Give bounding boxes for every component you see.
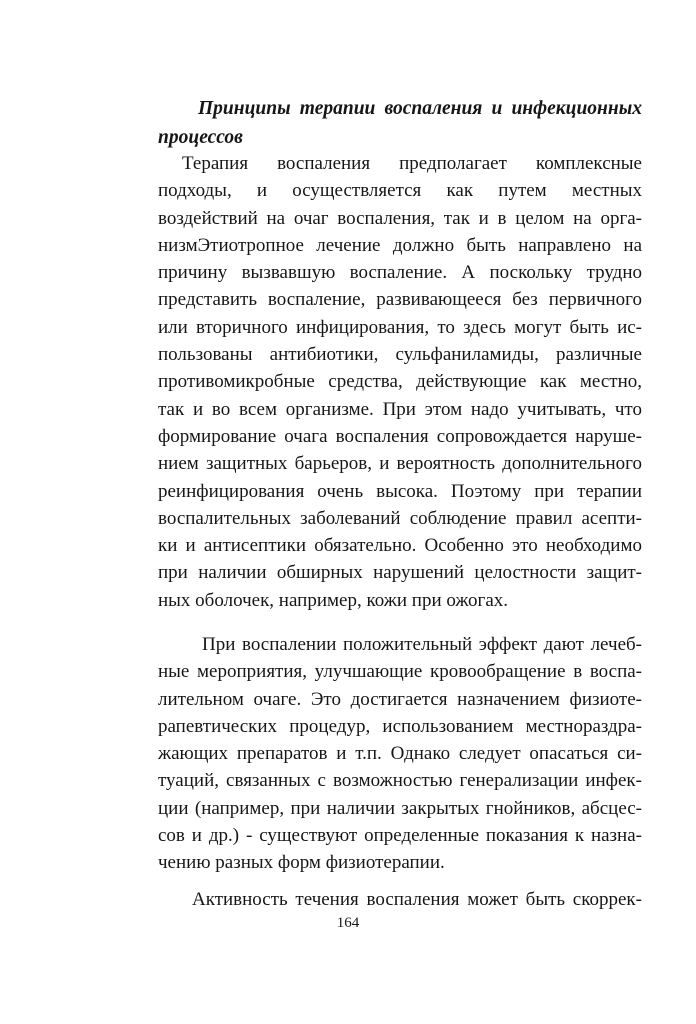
paragraph-2	[158, 631, 642, 877]
text-line: противомикробные средства, действующие как местно,	[158, 371, 642, 393]
text-line: формирование очага воспаления сопровождается наруше-	[158, 425, 642, 447]
text-line: воздействий на очаг воспаления, так и в целом на орга-	[158, 207, 642, 229]
text-line: ных оболочек, например, кожи при ожогах.	[158, 589, 509, 611]
text-line: ки и антисептики обязательно. Особенно это необходимо	[158, 535, 642, 557]
text-line: пользованы антибиотики, сульфаниламиды, различные	[158, 344, 642, 366]
text-line: ные мероприятия, улучшающие кровообращение в воспа-	[158, 661, 642, 683]
text-line: реинфицирования очень высока. Поэтому при терапии	[158, 480, 642, 502]
paragraph-1	[158, 150, 642, 614]
text-line: или вторичного инфицирования, то здесь могут быть ис-	[158, 316, 642, 338]
text-line: низмЭтиотропное лечение должно быть направлено на	[158, 234, 642, 256]
text-line: воспалительных заболеваний соблюдение правил асепти-	[158, 507, 642, 529]
text-line: Терапия воспаления предполагает комплексные	[182, 153, 642, 174]
text-line: подходы, и осуществляется как путем местных	[158, 180, 642, 202]
page-number: 164	[336, 915, 360, 931]
text-line: жающих препаратов и т.п. Однако следует опасаться си-	[158, 743, 642, 765]
text-line: Активность течения воспаления может быть скоррек-	[192, 889, 642, 910]
text-line: При воспалении положительный эффект дают лечеб-	[202, 634, 642, 655]
section-heading: Принципы терапии воспаления и инфекционных процессов	[158, 98, 642, 148]
text-line: сов и др.) - существуют определенные показания к назна-	[158, 825, 642, 847]
text-line: туаций, связанных с возможностью генерализации инфек-	[158, 770, 642, 792]
paragraph-3	[158, 886, 642, 913]
text-line: так и во всем организме. При этом надо учитывать, что	[158, 398, 642, 420]
text-line: лительном очаге. Это достигается назначением физиоте-	[158, 688, 642, 710]
text-line: рапевтических процедур, использованием местнораздра-	[158, 715, 642, 737]
text-line: ции (например, при наличии закрытых гнойников, абсцес-	[158, 797, 642, 819]
text-line: чению разных форм физиотерапии.	[158, 852, 445, 874]
text-line: представить воспаление, развивающееся без первичного	[158, 289, 642, 311]
text-line: при наличии обширных нарушений целостности защит-	[158, 562, 642, 584]
text-line: нием защитных барьеров, и вероятность дополнительного	[158, 453, 642, 475]
text-line: причину вызвавшую воспаление. А поскольку трудно	[158, 262, 642, 284]
